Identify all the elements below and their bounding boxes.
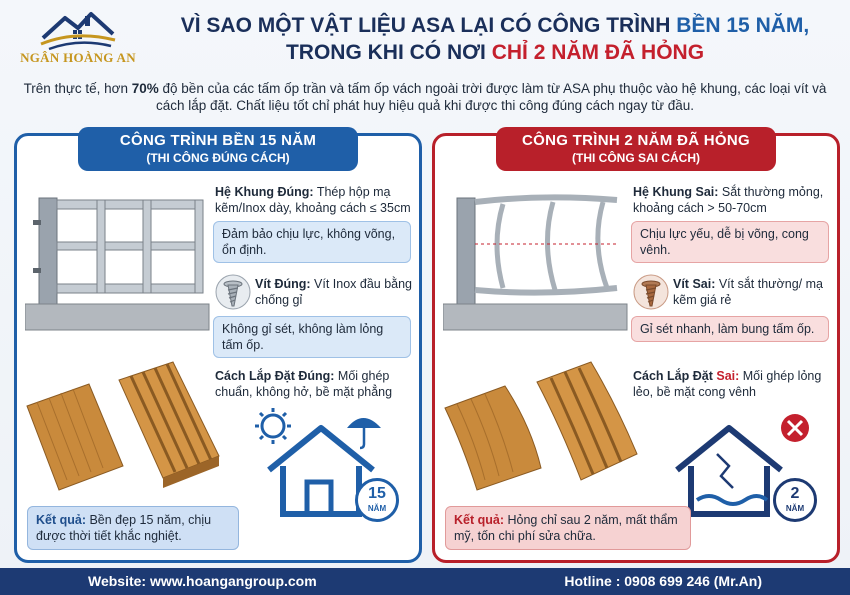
footer-bar xyxy=(0,568,850,595)
good-result-label: Kết quả: xyxy=(36,513,86,527)
good-practice-panel xyxy=(14,133,422,563)
good-frame-label: Hệ Khung Đúng: xyxy=(215,185,314,199)
bad-panel-header xyxy=(496,127,776,171)
bad-frame-heading xyxy=(633,184,833,216)
good-result xyxy=(27,506,239,550)
steel-frame-icon xyxy=(25,184,211,334)
bad-install-heading xyxy=(633,368,833,400)
website-link[interactable]: Website: www.hoangangroup.com xyxy=(88,573,317,589)
page-title xyxy=(150,12,840,66)
title-line-2-prefix: TRONG KHI CÓ NƠI xyxy=(285,41,492,64)
good-screw-note: Không gỉ sét, không làm lỏng tấm ốp. xyxy=(213,316,411,358)
flood-icon xyxy=(697,496,767,504)
title-line-1-highlight: BỀN 15 NĂM, xyxy=(676,14,810,37)
umbrella-icon xyxy=(347,418,381,448)
intro-part-2: độ bền của các tấm ốp trần và tấm ốp vách ngoài trời được làm từ ASA phụ thuộc vào hệ khung, các loại vít và cách lắp đặt. Chất liệu tốt chỉ phát huy hiệu quả khi được thi công đúng cách ngay từ đầu. xyxy=(155,81,827,113)
good-panel-subtitle: (THI CÔNG ĐÚNG CÁCH) xyxy=(146,151,290,165)
good-screw-label: Vít Đúng: xyxy=(255,277,311,291)
years-badge-2 xyxy=(773,478,817,522)
good-install-text: Mối ghép chuẩn, không hở, bề mặt phẳng xyxy=(215,369,393,399)
badge-15-unit: NĂM xyxy=(367,504,387,513)
brand-name: NGÂN HOÀNG AN xyxy=(20,50,136,65)
intro-bold: 70% xyxy=(131,81,159,96)
brand-logo xyxy=(18,8,138,72)
warning-x-icon xyxy=(781,414,809,442)
wood-panel-icon xyxy=(23,356,223,496)
good-screw-text: Vít Inox đầu bằng chống gỉ xyxy=(255,277,413,307)
bad-screw-note: Gỉ sét nhanh, làm bung tấm ốp. xyxy=(631,316,829,342)
bad-frame-label: Hệ Khung Sai: xyxy=(633,185,719,199)
good-frame-heading xyxy=(215,184,415,216)
title-line-2 xyxy=(150,39,840,66)
badge-15-number: 15 xyxy=(368,485,386,502)
badge-2-unit: NĂM xyxy=(785,504,805,513)
bad-frame-note: Chịu lực yếu, dễ bị võng, cong vênh. xyxy=(631,221,829,263)
bent-frame-icon xyxy=(443,184,629,334)
good-install-label: Cách Lắp Đặt Đúng: xyxy=(215,369,335,383)
bad-result-label: Kết quả: xyxy=(454,513,504,527)
hotline-link[interactable]: Hotline : 0908 699 246 (Mr.An) xyxy=(564,573,762,589)
bad-install-text: Mối ghép lỏng lẻo, bề mặt cong vênh xyxy=(633,369,822,399)
rusty-screw-icon xyxy=(633,274,669,310)
good-install-heading xyxy=(215,368,415,400)
bad-result xyxy=(445,506,691,550)
title-line-1 xyxy=(150,12,840,39)
bad-panel-subtitle: (THI CÔNG SAI CÁCH) xyxy=(572,151,700,165)
bad-panel-title: CÔNG TRÌNH 2 NĂM ĐÃ HỎNG xyxy=(521,132,751,149)
house-logo-icon xyxy=(35,8,121,52)
intro-part-1: Trên thực tế, hơn xyxy=(23,81,132,96)
good-frame-text: Thép hộp mạ kẽm/Inox dày, khoảng cách ≤ 35cm xyxy=(215,185,411,215)
years-badge-15 xyxy=(355,478,399,522)
badge-2-number: 2 xyxy=(790,485,800,502)
good-panel-title: CÔNG TRÌNH BỀN 15 NĂM xyxy=(119,132,317,149)
sun-icon xyxy=(255,408,291,444)
bad-result-text: Hỏng chỉ sau 2 năm, mất thẩm mỹ, tốn chi phí sửa chữa. xyxy=(454,513,678,543)
bad-screw-text: Vít sắt thường/ mạ kẽm giá rẻ xyxy=(673,277,823,307)
bad-screw-heading xyxy=(673,276,833,308)
bad-practice-panel xyxy=(432,133,840,563)
good-panel-header xyxy=(78,127,358,171)
screw-icon xyxy=(215,274,251,310)
good-screw-heading xyxy=(255,276,415,308)
title-line-1-prefix: VÌ SAO MỘT VẬT LIỆU ASA LẠI CÓ CÔNG TRÌNH xyxy=(180,14,677,37)
bad-frame-text: Sắt thường mỏng, khoảng cách > 50-70cm xyxy=(633,185,824,215)
bad-install-label-wrong: Sai: xyxy=(716,369,740,383)
bad-install-label: Cách Lắp Đặt xyxy=(633,369,717,383)
bad-screw-label: Vít Sai: xyxy=(673,277,716,291)
good-result-text: Bền đẹp 15 năm, chịu được thời tiết khắc nghiệt. xyxy=(36,513,212,543)
intro-paragraph xyxy=(10,80,840,114)
title-line-2-highlight: CHỈ 2 NĂM ĐÃ HỎNG xyxy=(491,41,705,64)
warped-wood-panel-icon xyxy=(441,356,641,496)
good-frame-note: Đảm bảo chịu lực, không võng, ổn định. xyxy=(213,221,411,263)
